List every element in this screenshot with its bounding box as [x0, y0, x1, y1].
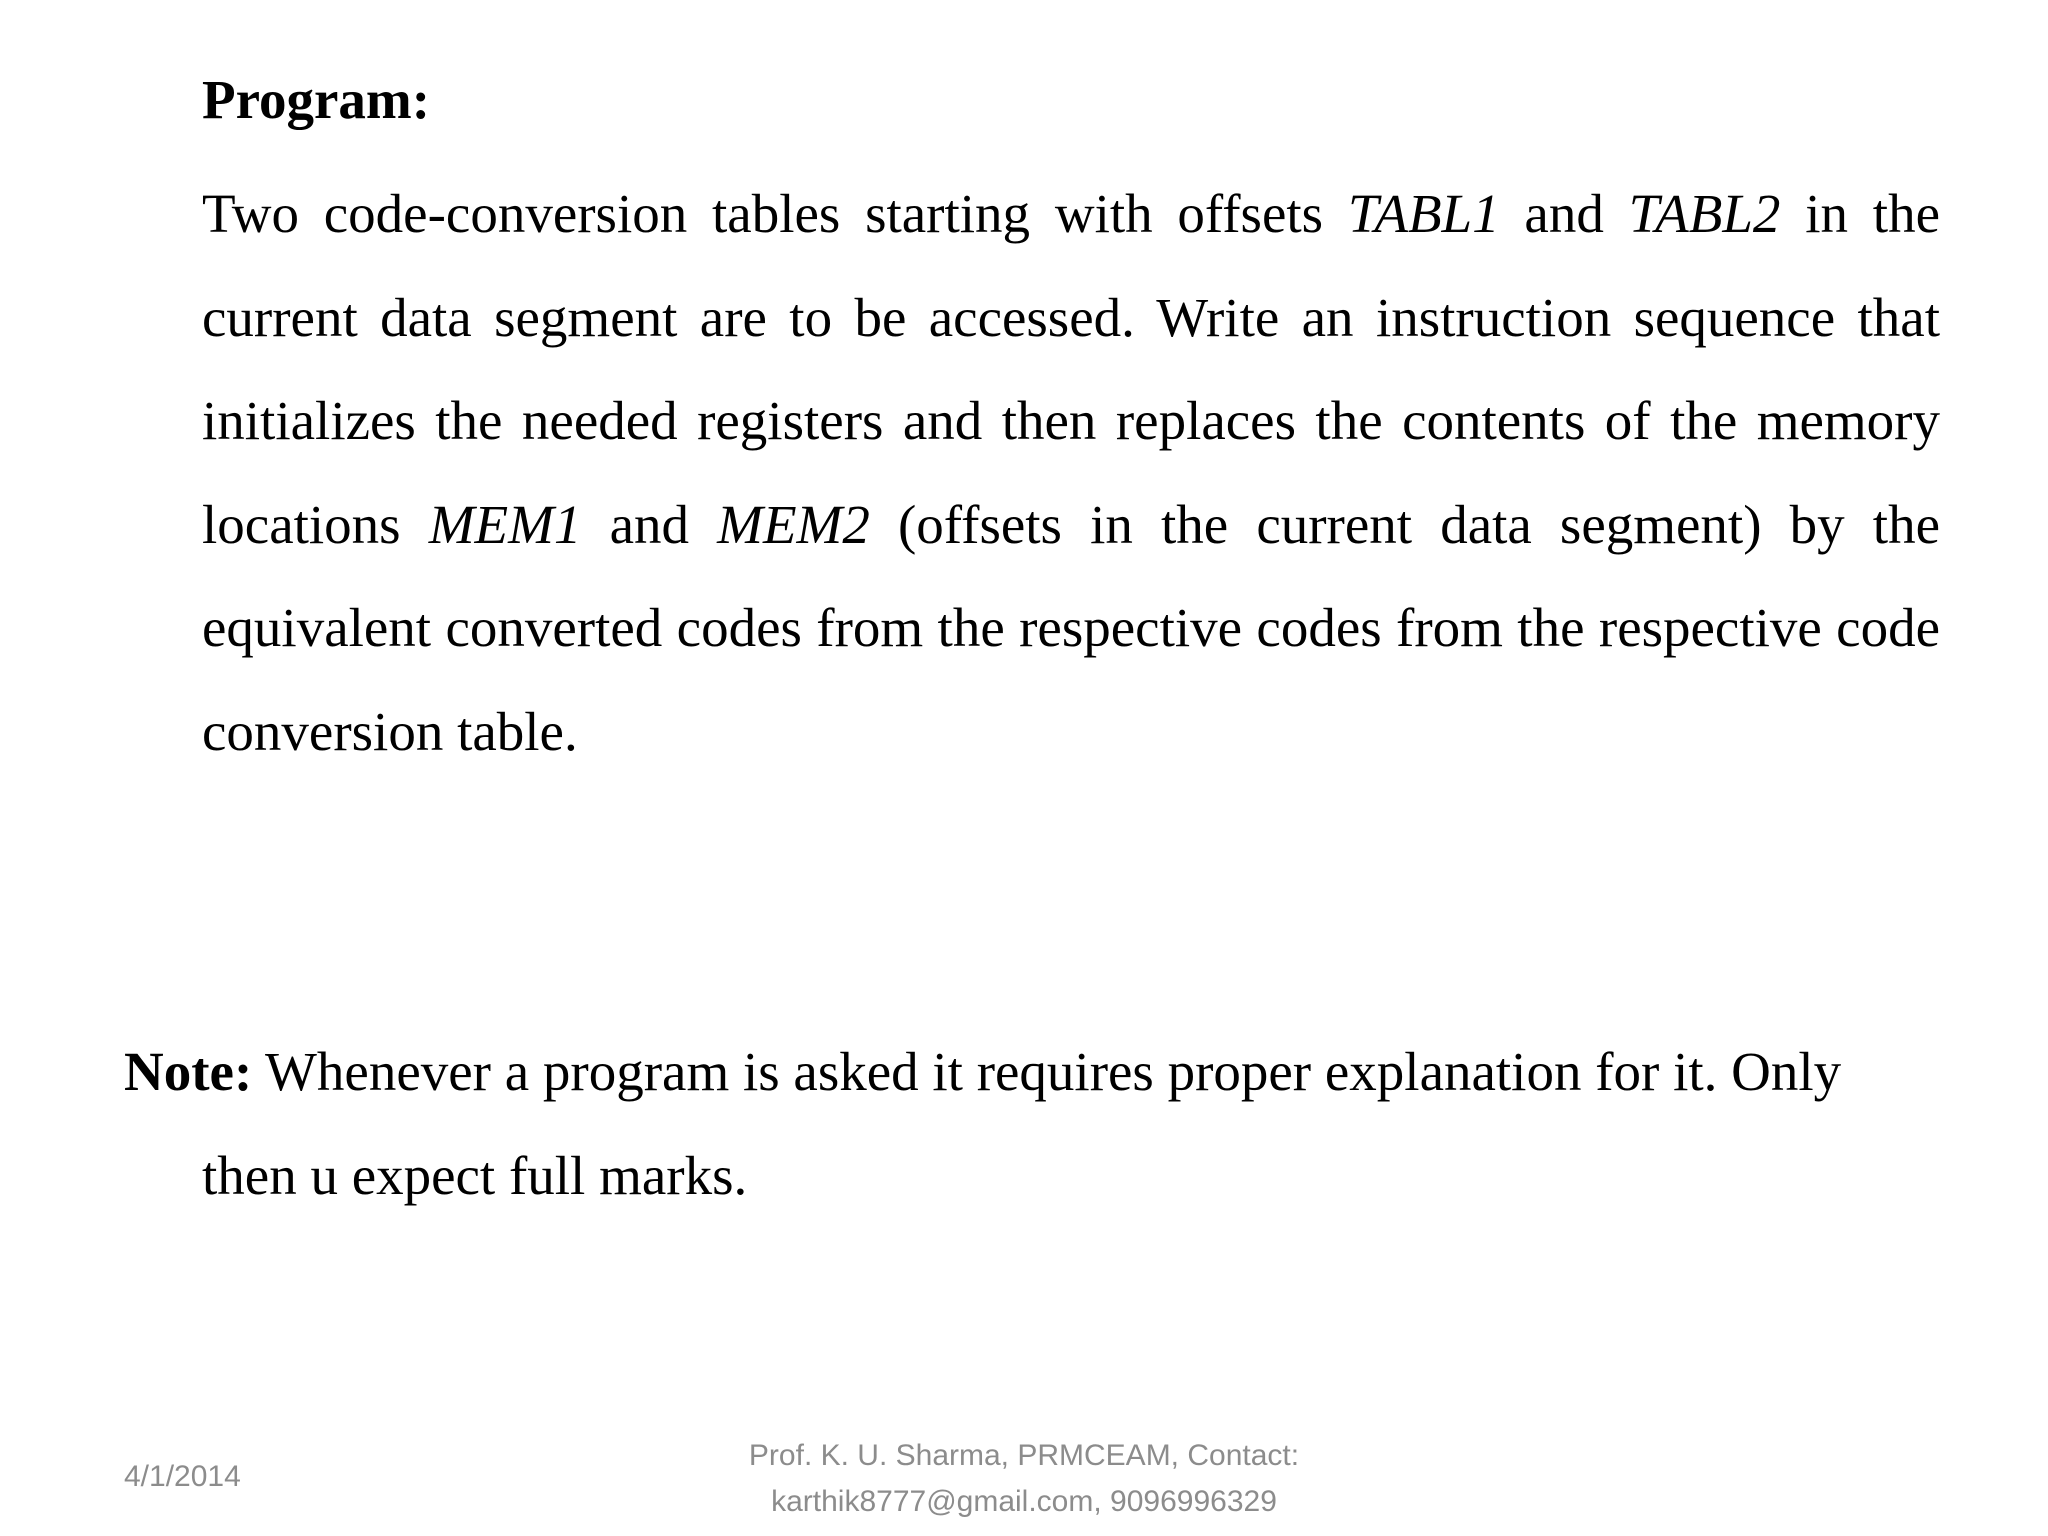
tabl2-term: TABL2: [1628, 183, 1781, 244]
program-text-segment: Two code-conversion tables starting with offsets: [202, 183, 1348, 244]
mem2-term: MEM2: [717, 493, 870, 555]
program-text-segment: and: [581, 493, 718, 555]
footer-author: [624, 1433, 1424, 1525]
footer-author-line-2: karthik8777@gmail.com, 9096996329: [771, 1485, 1277, 1518]
note-paragraph: [124, 1020, 1940, 1227]
note-label: Note:: [124, 1041, 253, 1102]
note-section: [124, 1020, 1940, 1227]
program-section: [202, 64, 1940, 783]
footer-date: 4/1/2014: [124, 1460, 241, 1493]
note-text: Whenever a program is asked it requires proper explanation for it. Only then u expect full marks.: [202, 1041, 1842, 1206]
tabl1-term: TABL1: [1347, 183, 1500, 244]
program-description: [202, 162, 1940, 783]
mem1-term: MEM1: [428, 493, 582, 555]
program-text-segment: and: [1499, 183, 1629, 244]
program-heading: Program:: [202, 69, 431, 130]
footer-author-line-1: Prof. K. U. Sharma, PRMCEAM, Contact:: [748, 1439, 1300, 1472]
program-text-segment: (offsets in the current data segment) by the equivalent converted codes from the respective codes from the respective code conversion table.: [202, 493, 1940, 762]
program-text-segment: in the current data segment are to be accessed. Write an instruction sequence that initializes the needed registers and then replaces the contents of the memory locations: [202, 183, 1940, 555]
